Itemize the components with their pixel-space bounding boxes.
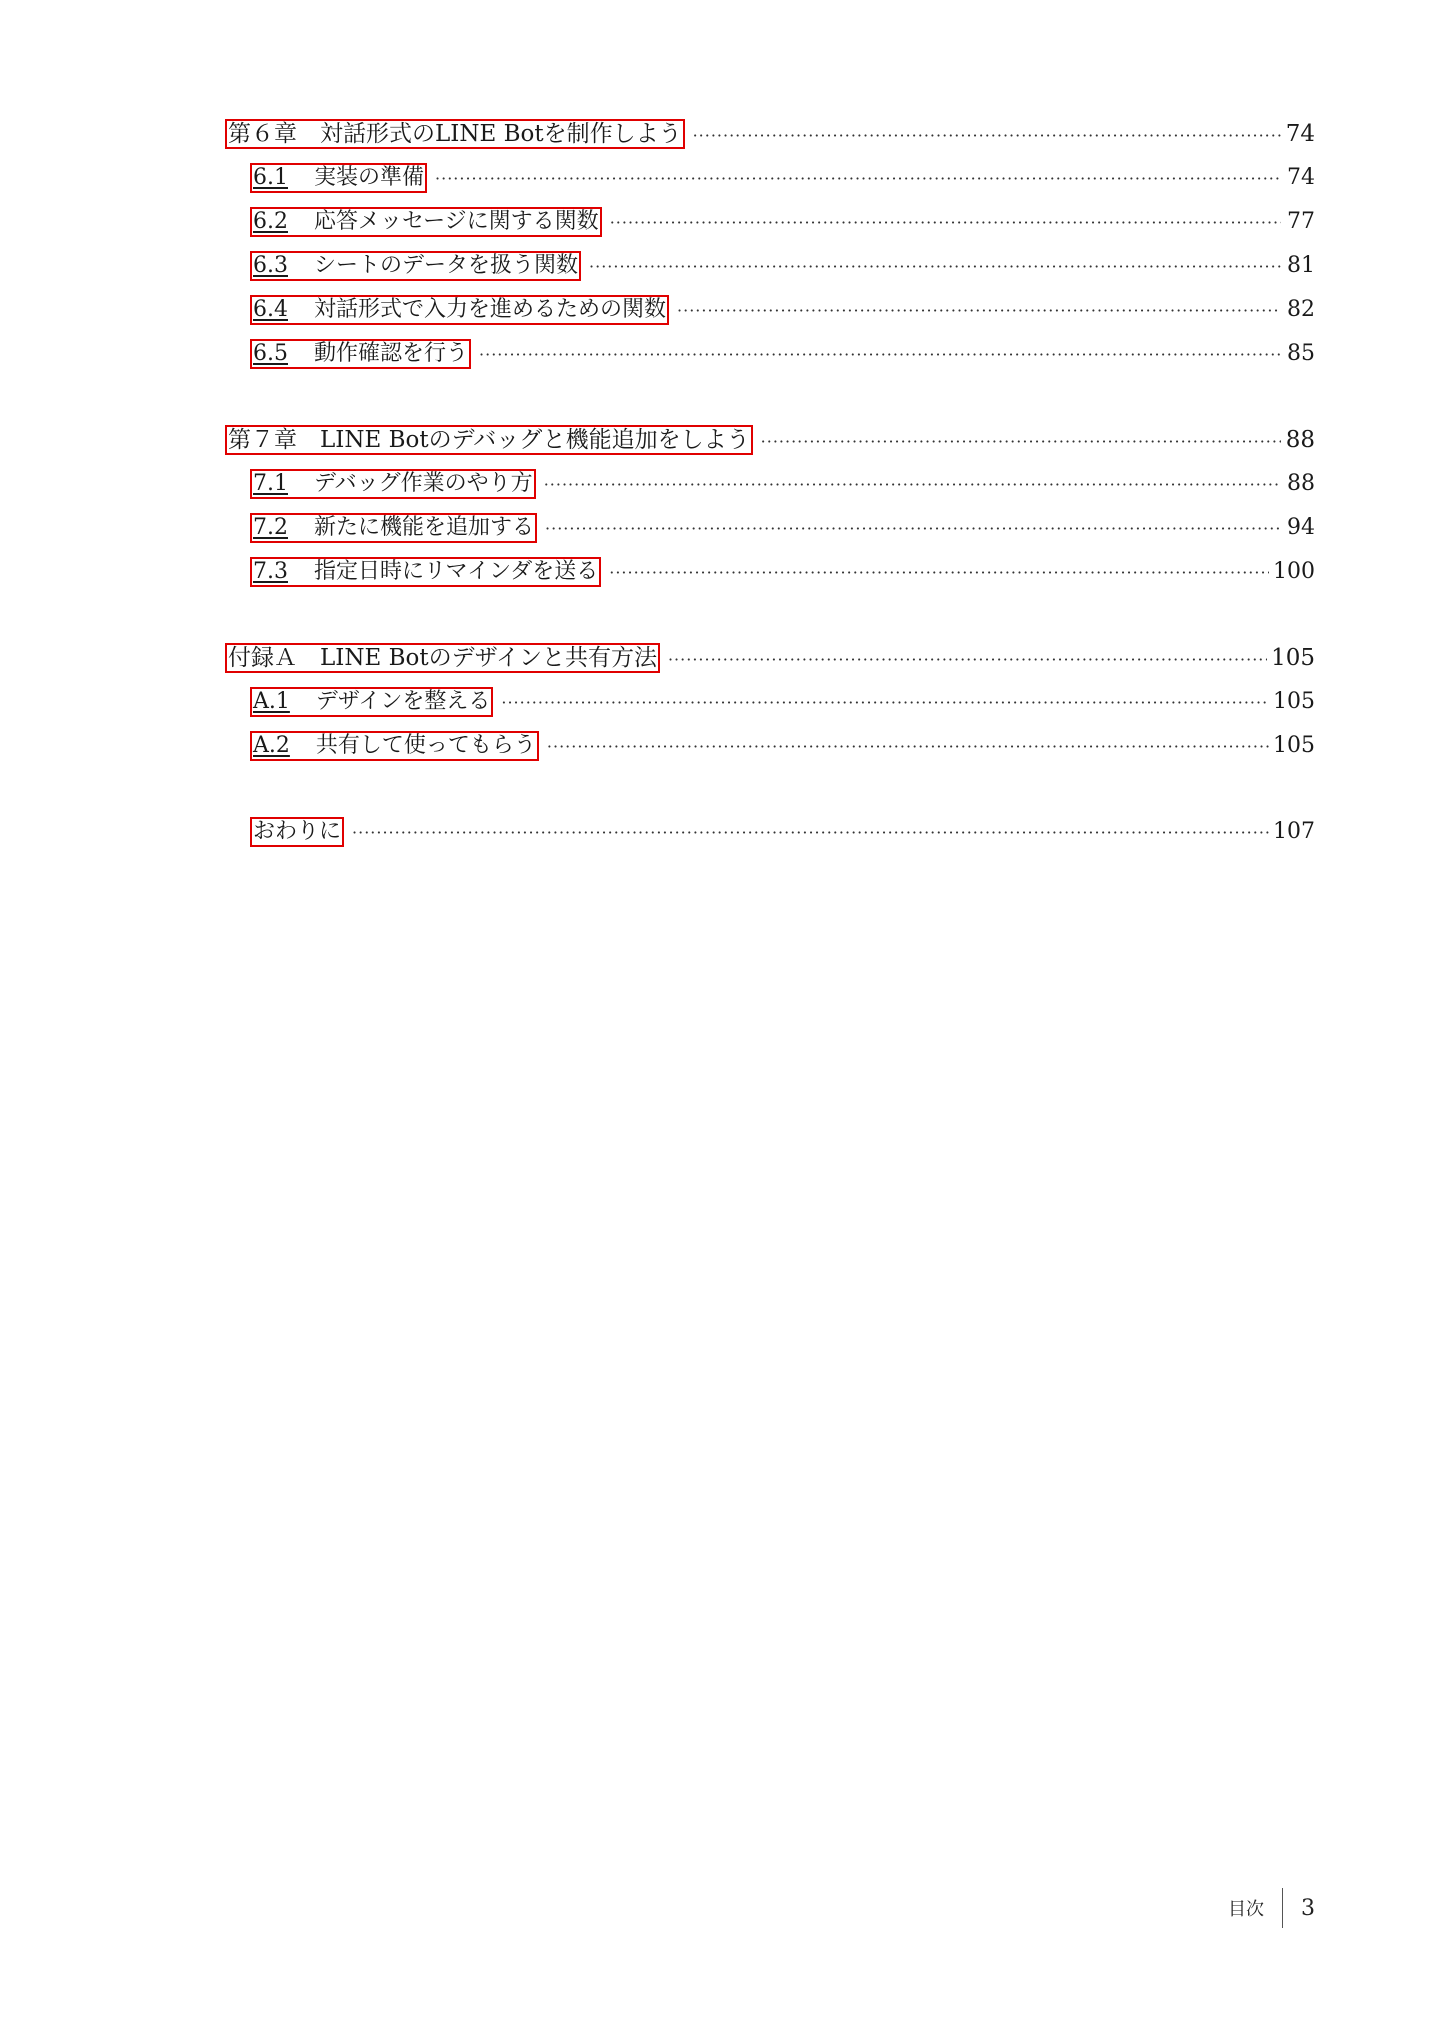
page-number: 74 [1285,121,1315,147]
page-number: 82 [1287,297,1315,322]
toc-section-row [225,550,1315,594]
page-number: 100 [1273,559,1315,584]
toc-link-section-6-1[interactable]: 6.1 実装の準備 [250,163,427,193]
dot-leader [693,114,1281,158]
toc-link-section-6-5[interactable]: 6.5 動作確認を行う [250,339,471,369]
page-number: 105 [1273,689,1315,714]
dot-leader [589,245,1281,289]
toc-link-section-6-4[interactable]: 6.4 対話形式で入力を進めるための関数 [250,295,669,325]
dot-leader [610,201,1281,245]
page-number: 94 [1287,515,1315,540]
dot-leader [668,638,1267,682]
page-number: 105 [1273,733,1315,758]
toc-section-row [225,506,1315,550]
dot-leader [609,551,1269,595]
toc-link-section-a-2[interactable]: A.2 共有して使ってもらう [250,731,539,761]
toc-chapter [225,112,1315,376]
toc-section-row [225,332,1315,376]
toc-link-section-6-3[interactable]: 6.3 シートのデータを扱う関数 [250,251,581,281]
page-number: 88 [1285,427,1315,453]
toc-section-row [225,724,1315,768]
toc-afterword [225,810,1315,854]
footer-page-number: 3 [1301,1895,1315,1921]
dot-leader [544,463,1281,507]
toc-link-afterword[interactable]: おわりに [250,817,344,847]
toc-link-appendix-a[interactable]: 付録Ａ LINE Botのデザインと共有方法 [225,643,660,673]
page-footer [1228,1888,1315,1928]
toc-link-section-6-2[interactable]: 6.2 応答メッセージに関する関数 [250,207,602,237]
toc-afterword-row [225,810,1315,854]
dot-leader [501,681,1269,725]
page-number: 105 [1271,645,1315,671]
toc-link-section-7-2[interactable]: 7.2 新たに機能を追加する [250,513,537,543]
page-number: 85 [1287,341,1315,366]
toc-chapter-row [225,112,1315,156]
page-number: 74 [1287,165,1315,190]
toc-section-row [225,200,1315,244]
dot-leader [352,811,1269,855]
table-of-contents [225,112,1315,896]
toc-chapter-row [225,418,1315,462]
toc-section-row [225,462,1315,506]
toc-chapter-row [225,636,1315,680]
toc-section-row [225,288,1315,332]
footer-section-label: 目次 [1228,1899,1264,1920]
page-number: 77 [1287,209,1315,234]
page-number: 107 [1273,819,1315,844]
toc-link-section-7-3[interactable]: 7.3 指定日時にリマインダを送る [250,557,601,587]
dot-leader [677,289,1281,333]
toc-link-chapter-6[interactable]: 第６章 対話形式のLINE Botを制作しよう [225,119,685,149]
footer-divider [1282,1888,1283,1928]
dot-leader [547,725,1269,769]
dot-leader [479,333,1281,377]
page-number: 88 [1287,471,1315,496]
page-number: 81 [1287,253,1315,278]
dot-leader [545,507,1281,551]
toc-chapter [225,636,1315,768]
dot-leader [761,420,1281,464]
toc-section-row [225,680,1315,724]
dot-leader [435,157,1281,201]
toc-link-section-a-1[interactable]: A.1 デザインを整える [250,687,493,717]
toc-link-chapter-7[interactable]: 第７章 LINE Botのデバッグと機能追加をしよう [225,425,753,455]
toc-link-section-7-1[interactable]: 7.1 デバッグ作業のやり方 [250,469,536,499]
toc-chapter [225,418,1315,594]
toc-section-row [225,244,1315,288]
toc-section-row [225,156,1315,200]
